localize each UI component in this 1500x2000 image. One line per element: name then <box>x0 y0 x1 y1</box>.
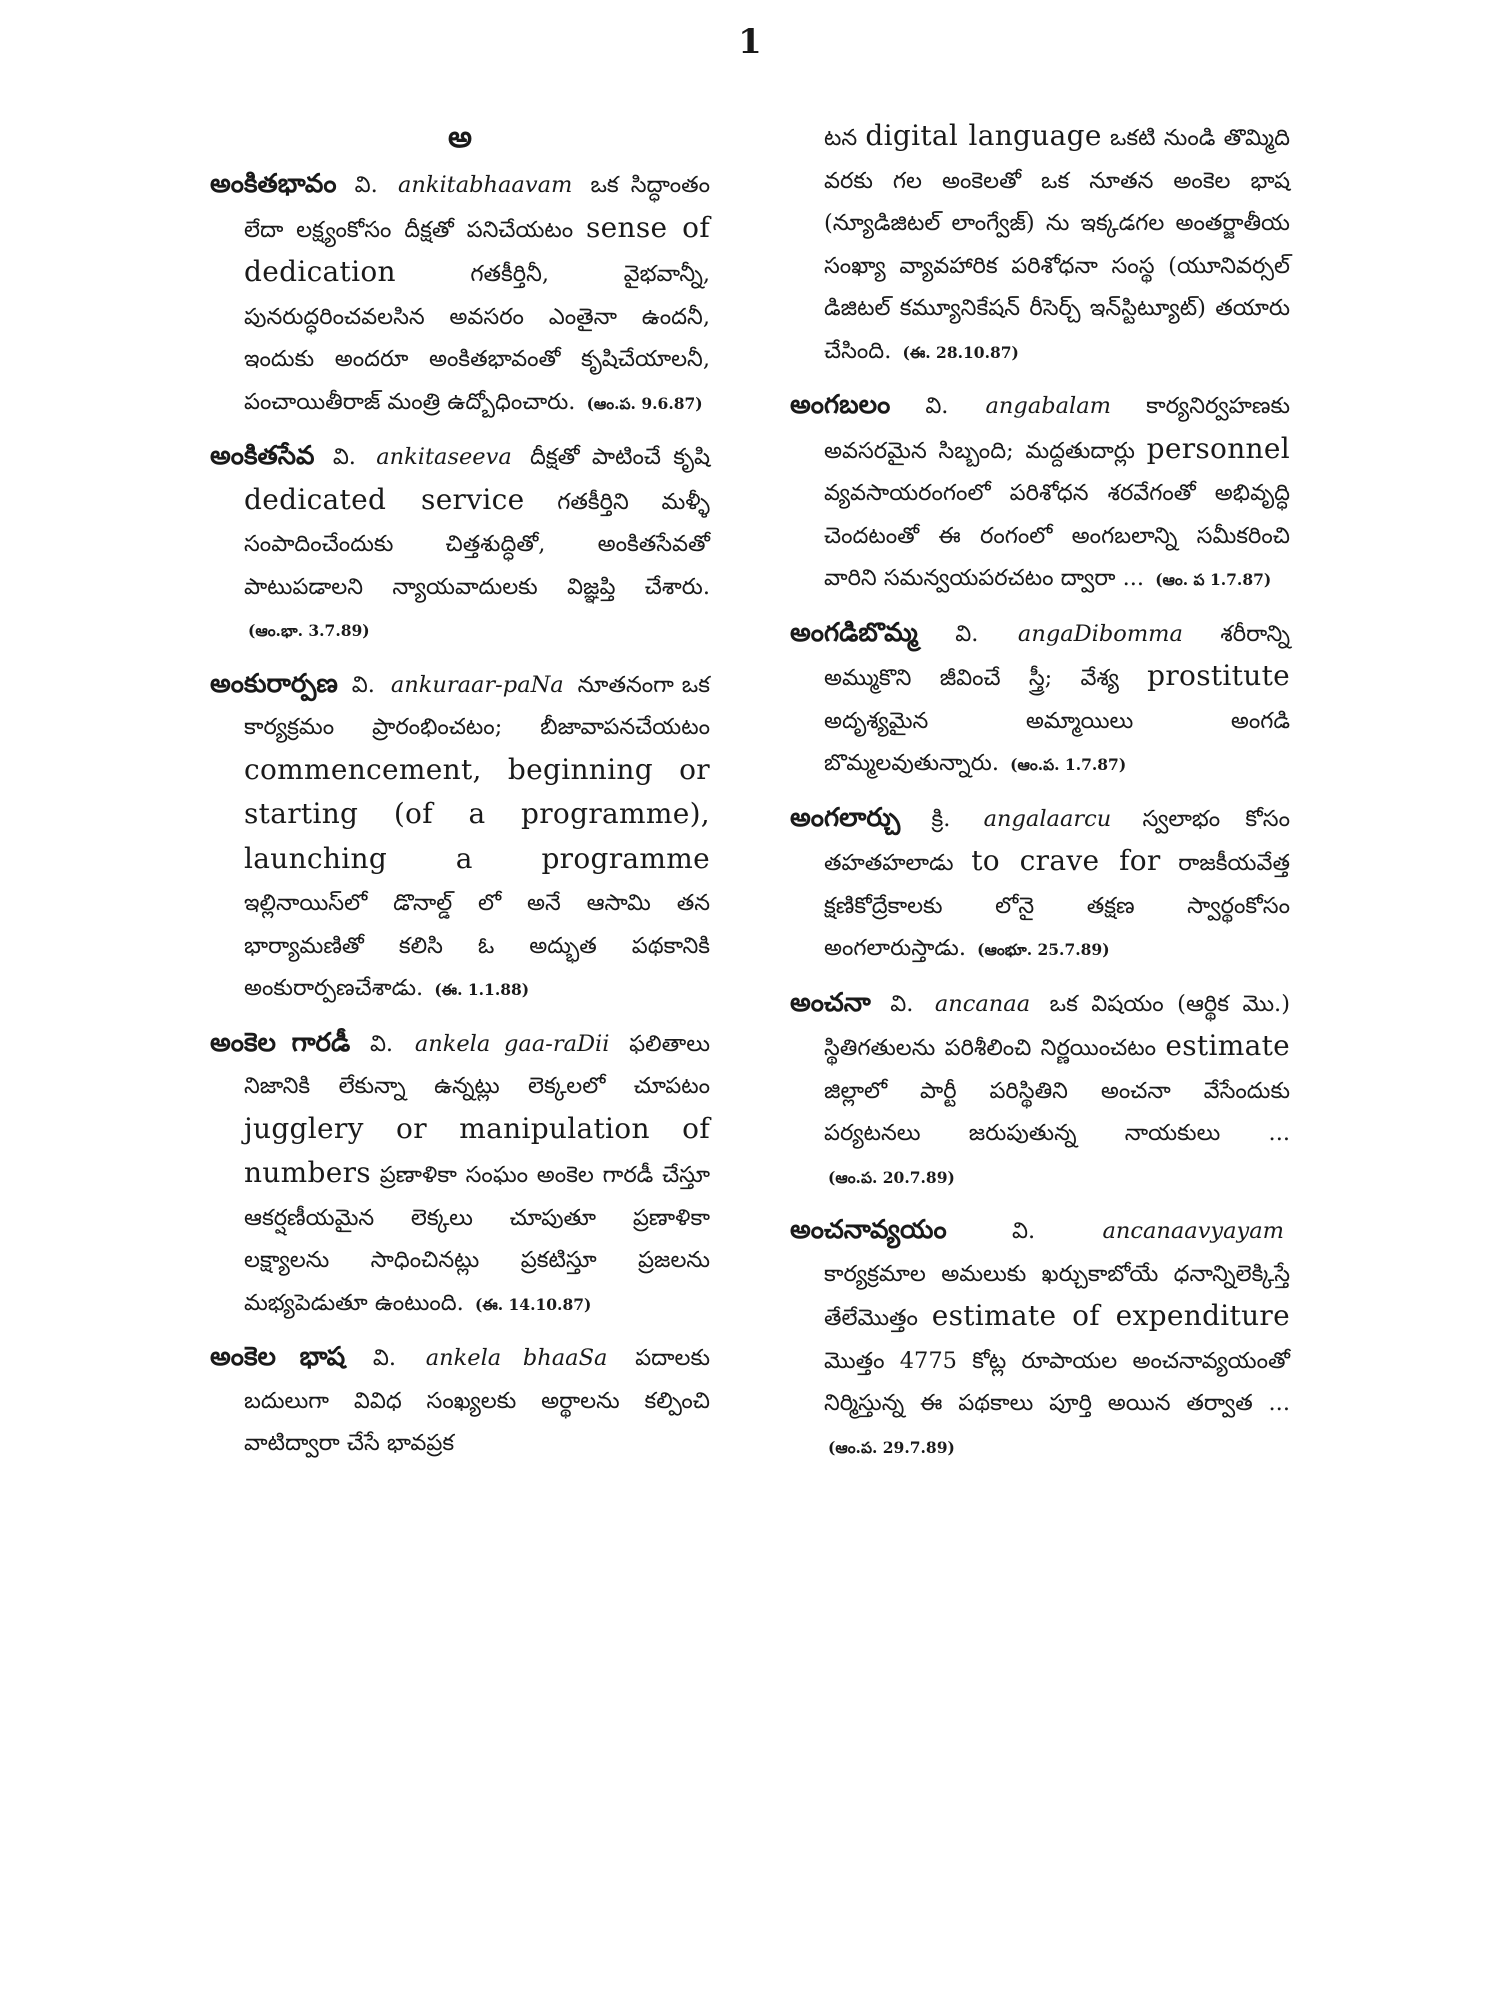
transliteration: ancanaavyayam <box>1102 1218 1285 1244</box>
usage-example: జిల్లాలో పార్టీ పరిస్థితిని అంచనా వేసేందుకు పర్యటనలు జరుపుతున్న నాయకులు ... <box>824 1077 1290 1146</box>
usage-example: ఒకటి నుండి తొమ్మిది వరకు గల అంకెలతో ఒక నూతన అంకెల భాష (న్యూడిజిటల్ లాంగ్వేజ్) ను ఇక్కడగల అంతర్జాతీయ సంఖ్యా వ్యావహారిక పరిశోధనా సంస్థ (యూనివర్సల్ డిజిటల్ కమ్యూనికేషన్ రీసెర్చ్ ఇన్‌స్టిట్యూట్) తయారు చేసింది. <box>824 125 1291 364</box>
dictionary-entry <box>790 1209 1290 1469</box>
part-of-speech: వి. <box>332 444 356 470</box>
transliteration: ankela gaa-raDii <box>414 1030 610 1057</box>
transliteration: angabalam <box>985 393 1112 419</box>
headword: అంకెల గారడీ <box>210 1027 351 1058</box>
source-reference: (ఆంభూ. 25.7.89) <box>977 940 1110 959</box>
part-of-speech: వి. <box>890 990 914 1017</box>
english-gloss: commencement, beginning or starting (of a programme), launching a programme <box>244 752 710 875</box>
part-of-speech: వి. <box>354 172 378 198</box>
usage-example: మొత్తం 4775 కోట్ల రూపాయల అంచనావ్యయంతో నిర్మిస్తున్న ఈ పథకాలు పూర్తి అయిన తర్వాత ... <box>824 1347 1290 1416</box>
telugu-definition: శరీరాన్ని అమ్ముకొని జీవించే స్త్రీ; వేశ్య <box>824 620 1290 691</box>
section-letter: అ <box>448 120 472 155</box>
telugu-definition: దీక్షతో పాటించే కృషి <box>530 444 711 470</box>
source-reference: (ఈ. 14.10.87) <box>474 1294 592 1314</box>
telugu-definition: ఒక విషయం (ఆర్థిక మొ.) స్థితిగతులను పరిశీలించి నిర్ణయించటం <box>824 990 1290 1061</box>
usage-example: గతకీర్తిని మళ్ళీ సంపాదించేందుకు చిత్తశుద్ధితో, అంకితసేవతో పాటుపడాలని న్యాయవాదులకు విజ్ఞప్తి చేశారు. <box>244 488 710 600</box>
source-reference: (ఆం.ప. 9.6.87) <box>586 393 703 413</box>
usage-example: వ్యవసాయరంగంలో పరిశోధన శరవేగంతో అభివృద్ధి చెందటంతో ఈ రంగంలో అంగబలాన్ని సమీకరించి వారిని సమన్వయపరచటం ద్వారా ... <box>824 480 1290 591</box>
dictionary-entry-continued <box>790 115 1290 374</box>
headword: అంకురార్పణ <box>210 668 338 699</box>
headword: అంకెల భాష <box>210 1342 346 1372</box>
english-gloss: estimate <box>1165 1029 1290 1062</box>
dictionary-entry <box>210 1336 710 1465</box>
english-gloss: to crave for <box>971 844 1161 877</box>
part-of-speech: వి. <box>925 393 949 419</box>
english-gloss: sense of dedication <box>244 210 710 288</box>
left-column <box>210 115 710 1475</box>
usage-example: గతకీర్తినీ, వైభవాన్నీ, పునరుద్ధరించవలసిన అవసరం ఎంతైనా ఉందనీ, ఇందుకు అందరూ అంకితభావంతో కృషిచేయాలనీ, పంచాయితీరాజ్ మంత్రి ఉద్బోధించారు. <box>244 261 711 415</box>
headword: అంచనా <box>790 987 871 1018</box>
source-reference: (ఆం.ప. 20.7.89) <box>828 1167 955 1187</box>
telugu-definition: ఫలితాలు నిజానికి లేకున్నా ఉన్నట్లు లెక్కలలో చూపటం <box>244 1030 710 1099</box>
headword: అంకితభావం <box>210 169 337 199</box>
source-reference: (ఆం. ప 1.7.87) <box>1155 570 1272 589</box>
part-of-speech: క్రి. <box>931 805 951 832</box>
usage-example: రాజకీయవేత్త క్షణికోద్రేకాలకు లోనై తక్షణ స్వార్థంకోసం అంగలారుస్తాడు. <box>824 850 1290 961</box>
headword: అంచనావ్యయం <box>790 1215 947 1245</box>
english-gloss: prostitute <box>1147 659 1290 692</box>
page-number: 1 <box>738 22 762 62</box>
telugu-definition: స్వలాభం కోసం తహతహలాడు <box>824 805 1290 876</box>
dictionary-entry <box>790 797 1290 972</box>
headword: అంగడిబొమ్మ <box>790 617 918 648</box>
english-gloss: jugglery or manipulation of numbers <box>244 1111 710 1189</box>
part-of-speech: వి. <box>351 671 375 698</box>
usage-example: అదృశ్యమైన అమ్మాయిలు అంగడి బొమ్మలవుతున్నారు. <box>824 707 1290 776</box>
dictionary-entry <box>210 1022 710 1327</box>
english-gloss: personnel <box>1146 431 1290 465</box>
english-gloss: estimate of expenditure <box>931 1299 1290 1332</box>
transliteration: ancanaa <box>934 990 1031 1017</box>
english-gloss: digital language <box>865 119 1102 152</box>
right-column <box>790 115 1290 1479</box>
transliteration: ankela bhaaSa <box>425 1345 608 1371</box>
part-of-speech: వి. <box>372 1345 397 1371</box>
telugu-definition: కార్యనిర్వహణకు అవసరమైన సిబ్బంది; మద్దతుదార్లు <box>824 393 1291 464</box>
source-reference: (ఈ. 1.1.88) <box>434 980 530 999</box>
telugu-definition: ఒక సిద్ధాంతం లేదా లక్ష్యంకోసం దీక్షతో పనిచేయటం <box>244 172 711 243</box>
dictionary-entry <box>210 663 710 1012</box>
part-of-speech: వి. <box>369 1030 394 1057</box>
source-reference: (ఆం.ప. 29.7.89) <box>828 1437 955 1457</box>
usage-example: ఇల్లినాయిస్‌లో డొనాల్డ్ లో అనే ఆసామి తన భార్యామణితో కలిసి ఓ అద్భుత పథకానికి అంకురార్పణచేశాడు. <box>244 890 710 1001</box>
dictionary-entry <box>790 982 1290 1200</box>
part-of-speech: వి. <box>1012 1218 1036 1244</box>
dictionary-entry <box>210 163 710 425</box>
transliteration: ankuraar-paNa <box>390 671 564 698</box>
headword: అంగలార్చు <box>790 802 901 833</box>
part-of-speech: వి. <box>955 620 979 647</box>
dictionary-entry <box>790 384 1290 602</box>
headword: అంకితసేవ <box>210 441 315 471</box>
transliteration: angaDibomma <box>1017 620 1183 647</box>
transliteration: angalaarcu <box>983 805 1112 832</box>
source-reference: (ఆం.భా. 3.7.89) <box>248 621 370 640</box>
telugu-definition: నూతనంగా ఒక కార్యక్రమం ప్రారంభించటం; బీజావాపనచేయటం <box>244 671 710 740</box>
dictionary-entry <box>210 435 710 653</box>
dictionary-entry <box>790 612 1290 787</box>
transliteration: ankitabhaavam <box>397 172 573 198</box>
headword: అంగబలం <box>790 390 891 420</box>
telugu-definition: కార్యక్రమాల అమలుకు ఖర్చుకాబోయే ధనాన్నిలెక్కిస్తే తేలేమొత్తం <box>824 1260 1290 1331</box>
english-gloss: dedicated service <box>244 482 525 516</box>
source-reference: (ఈ. 28.10.87) <box>902 342 1019 362</box>
source-reference: (ఆం.ప. 1.7.87) <box>1010 755 1127 774</box>
transliteration: ankitaseeva <box>376 444 512 470</box>
usage-example: ప్రణాళికా సంఘం అంకెల గారడీ చేస్తూ ఆకర్షణీయమైన లెక్కలు చూపుతూ ప్రణాళికా లక్ష్యాలను సాధించినట్లు ప్రకటిస్తూ ప్రజలను మభ్యపెడుతూ ఉంటుంది. <box>244 1162 711 1316</box>
telugu-definition: పదాలకు బదులుగా వివిధ సంఖ్యలకు అర్థాలను కల్పించి వాటిద్వారా చేసే భావప్రక <box>244 1345 710 1456</box>
telugu-definition: టన <box>824 125 858 151</box>
